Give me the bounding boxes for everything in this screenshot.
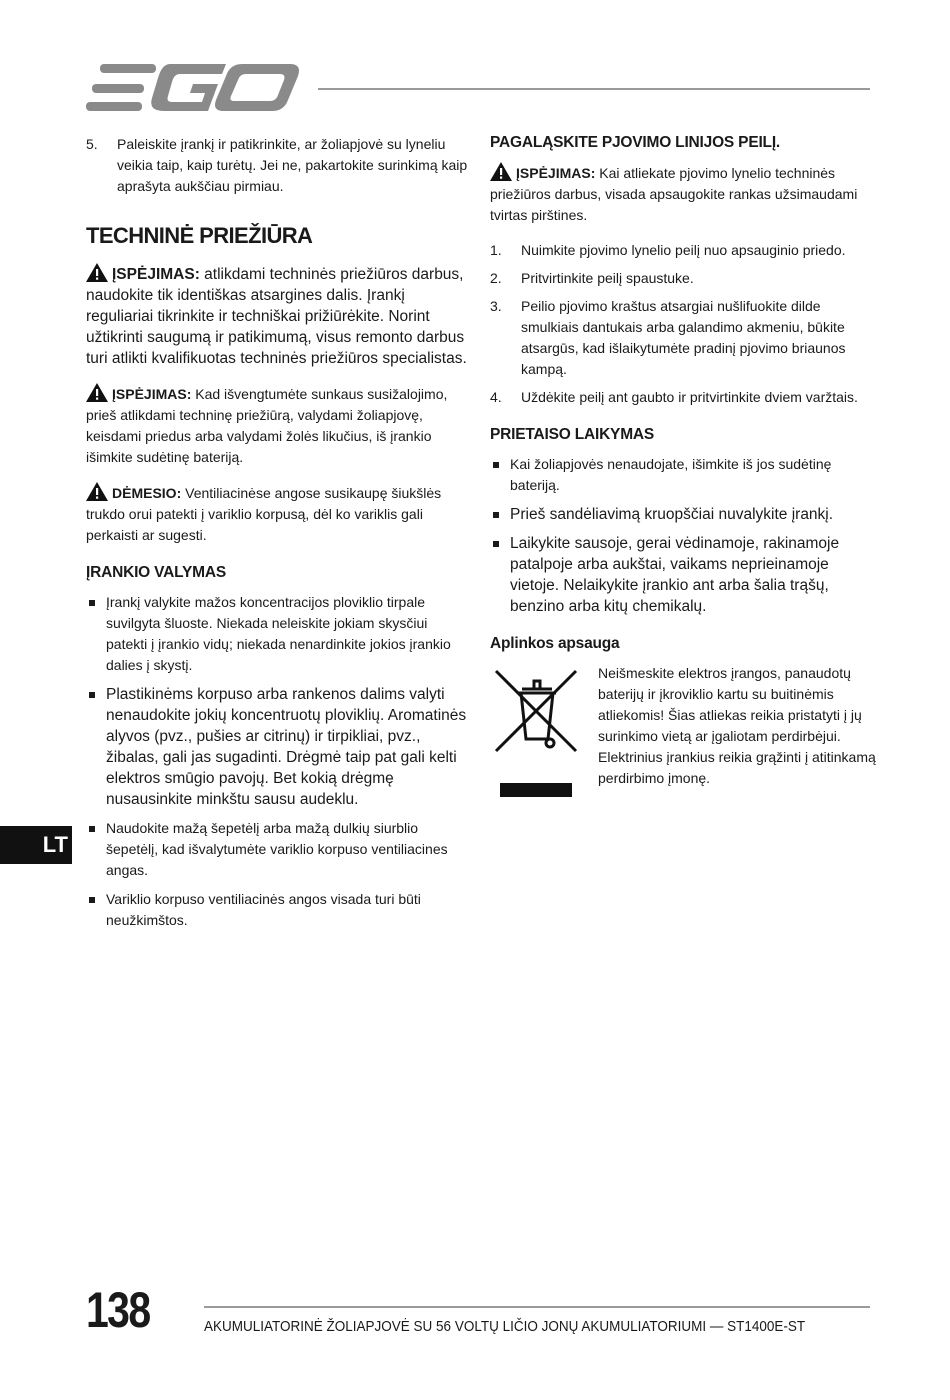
left-column [86,134,468,939]
bullet-icon [89,692,95,698]
bullet-icon [493,541,499,547]
sharpen-step [490,240,874,261]
bullet-icon [89,897,95,903]
logo-letter-o [215,64,299,111]
storage-list [490,454,874,617]
caution-text: Ventiliacinėse angose susikaupę šiukšlės trukdo orui patekti į variklio korpusą, dėl ko variklis gali perkaisti ar sugesti. [86,485,442,543]
logo-bar-top [100,64,156,73]
section-title: TECHNINĖ PRIEŽIŪRA [86,223,313,248]
header-rule [318,88,870,90]
page-number: 138 [86,1282,150,1338]
step-text: Peilio pjovimo kraštus atsargiai nušlifuokite dilde smulkiais dantukais arba galandimo akmeniu, būkite atsargūs, kad išlaikytumėte pradinį pjovimo briaunos kampą. [521,298,846,377]
warning-block [86,263,468,369]
warning-triangle-icon [490,162,512,181]
environment-title: Aplinkos apsauga [490,635,620,652]
step-number: 2. [490,270,502,286]
list-item [86,818,468,881]
warning-text: atlikdami techninės priežiūros darbus, naudokite tik identiškas atsargines dalis. Įrankį reguliariai tikrinkite ir techniškai prižiūrėkite. Norint užtikrinti saugumą ir patikimumą, visus remonto darbus turi atlikti kvalifikuotas techninės priežiūros specialistas. [86,266,467,367]
cleaning-list [86,592,468,931]
bullet-icon [493,512,499,518]
environment-block [490,663,874,813]
list-item-text: Kai žoliapjovės nenaudojate, išimkite iš jos sudėtinę bateriją. [510,456,832,493]
warning-triangle-icon [86,383,108,402]
list-item [490,533,874,617]
sharpen-step-list [490,240,874,408]
sharpen-step [490,268,874,289]
list-item-text: Variklio korpuso ventiliacinės angos visada turi būti neužkimštos. [106,891,421,928]
right-column [490,134,874,813]
warning-triangle-icon [86,482,108,501]
environment-text: Neišmeskite elektros įrangos, panaudotų baterijų ir įkroviklio kartu su buitinėmis atliekomis! Šias atliekas reikia pristatyti į jų surinkimo vietą ar įgaliotam perdirbėjui. Elektrinius įrankius reikia grąžinti į atitinkamą perdirbimo įmonę. [598,665,876,786]
warning-keyword: ĮSPĖJIMAS: [516,165,596,181]
warning-keyword: ĮSPĖJIMAS: [112,386,192,402]
crossed-bin-icon [490,667,582,797]
step-number: 3. [490,298,502,314]
list-item [490,504,874,525]
sharpen-step [490,296,874,380]
list-item-text: Naudokite mažą šepetėlį arba mažą dulkių siurblio šepetėlį, kad išvalytumėte variklio korpuso ventiliacines angas. [106,820,448,878]
footer-text: AKUMULIATORINĖ ŽOLIAPJOVĖ SU 56 VOLTŲ LIČIO JONŲ AKUMULIATORIUMI — ST1400E-ST [204,1318,806,1335]
warning-text: Kad išvengtumėte sunkaus susižalojimo, prieš atlikdami techninę priežiūrą, valydami žoliapjovę, keisdami priedus arba valydami žolės likučius, iš įrankio išimkite sudėtinę bateriją. [86,386,448,465]
sharpen-step [490,387,874,408]
logo-bar-middle [92,84,144,93]
list-item [86,592,468,676]
list-item-text: Prieš sandėliavimą kruopščiai nuvalykite įrankį. [510,506,834,523]
warning-block [490,162,874,226]
step-number: 5. [86,136,98,152]
warning-triangle-icon [86,263,108,282]
storage-title: PRIETAISO LAIKYMAS [490,426,655,443]
bullet-icon [89,826,95,832]
cleaning-title: ĮRANKIO VALYMAS [86,564,226,581]
step-text: Nuimkite pjovimo lynelio peilį nuo apsauginio priedo. [521,242,846,258]
list-item [86,684,468,810]
step-number: 1. [490,242,502,258]
list-item-text: Laikykite sausoje, gerai vėdinamoje, rakinamoje patalpoje arba aukštai, vaikams neprieinamoje vietoje. Nelaikykite įrankio ant arba šalia trąšų, benzino arba kitų chemikalų. [510,535,840,615]
logo-letter-g [151,64,226,111]
caution-block [86,482,468,546]
step-text: Paleiskite įrankį ir patikrinkite, ar žoliapjovė su lyneliu veikia taip, kaip turėtų. Jei ne, pakartokite surinkimą kaip aprašyta aukščiau pirmiau. [117,136,468,194]
step-number: 4. [490,389,502,405]
warning-keyword: ĮSPĖJIMAS: [112,266,200,283]
logo-bar-bottom [86,102,142,111]
step-text: Pritvirtinkite peilį spaustuke. [521,270,694,286]
list-item-text: Įrankį valykite mažos koncentracijos ploviklio tirpale suvilgyta šluoste. Niekada neleiskite jokiam skysčiui patekti į įrankio vidų; niekada nenardinkite jokios įrankio dalies į skystį. [106,594,451,673]
footer-rule [204,1306,870,1308]
assembly-step-5 [86,134,468,197]
warning-block [86,383,468,468]
bullet-icon [89,600,95,606]
ego-logo [86,64,300,114]
list-item [490,454,874,496]
step-text: Uždėkite peilį ant gaubto ir pritvirtinkite dviem varžtais. [521,389,858,405]
language-tab: LT [0,826,72,864]
assembly-step-list [86,134,468,197]
caution-keyword: DĖMESIO: [112,485,182,501]
bullet-icon [493,462,499,468]
warning-text: Kai atliekate pjovimo lynelio techninės priežiūros darbus, visada apsaugokite rankas užsimaudami tvirtas pirštines. [490,165,858,223]
sharpen-title: PAGALĄSKITE PJOVIMO LINIJOS PEILĮ. [490,134,781,151]
list-item-text: Plastikinėms korpuso arba rankenos dalims valyti nenaudokite jokių koncentruotų ploviklių. Aromatinės alyvos (pvz., pušies ar citrinų) ir tirpikliai, pvz., žibalas, gali jas sugadinti. Drėgmė taip pat gali kelti elektros smūgio pavojų. Bet kokią drėgmę nusausinkite minkštu sausu audeklu. [106,686,467,808]
list-item [86,889,468,931]
